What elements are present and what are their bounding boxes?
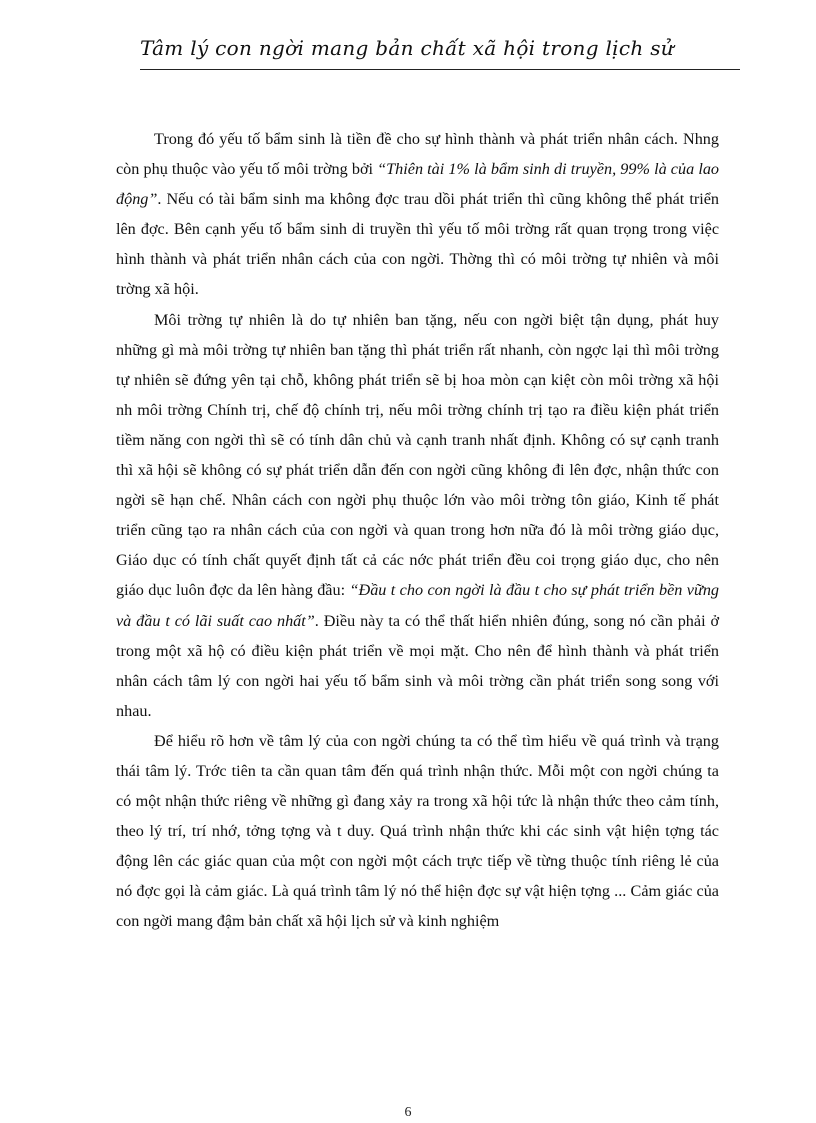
header-title: Tâm lý con ngời mang bản chất xã hội trong lịch sử: [140, 36, 674, 60]
page-number: 6: [404, 1105, 412, 1120]
paragraph-2-text-1: Môi trờng tự nhiên là do tự nhiên ban tặng, nếu con ngời biệt tận dụng, phát huy những gì mà môi trờng tự nhiên ban tặng thì phát triển rất nhanh, còn ngợc lại thì môi trờng tự nhiên sẽ đứng yên tại chỗ, không phát triển sẽ bị hoa mòn cạn kiệt còn môi trờng xã hội nh môi trờng Chính trị, chế độ chính trị, nếu môi trờng chính trị tạo ra điều kiện phát triển tiềm năng con ngời thì sẽ có tính dân chủ và cạnh tranh nhất định. Không có sự cạnh tranh thì xã hội sẽ không có sự phát triển dẫn đến con ngời cũng không đi lên đợc, nhận thức con ngời sẽ hạn chế. Nhân cách con ngời phụ thuộc lớn vào môi trờng tôn giáo, Kinh tế phát triển cũng tạo ra nhân cách của con ngời và quan trong hơn nữa đó là môi trờng giáo dục, Giáo dục có tính chất quyết định tất cả các nớc phát triển đều coi trọng giáo dục, cho nên giáo dục luôn đợc da lên hàng đầu:: [116, 310, 719, 600]
paragraph-2-text-2: . Điều này ta có thể thất hiển nhiên đúng, song nó cần phải ở trong một xã hộ có điều kiện phát triển về mọi mặt. Cho nên để hình thành và phát triển nhân cách tâm lý con ngời hai yếu tố bẩm sinh và môi trờng cần phát triển song song với nhau.: [116, 611, 720, 720]
paragraph-2-quote: “Đầu t cho con ngời là đầu t cho sự phát triển bền vững và đầu t có lãi suất cao nhất”: [116, 581, 720, 630]
paragraph-2: [116, 305, 719, 726]
header-underline: [140, 69, 740, 70]
paragraph-3: [116, 726, 719, 937]
page-header: [140, 36, 740, 72]
paragraph-1-text-2: . Nếu có tài bẩm sinh ma không đợc trau dồi phát triển thì cũng không thể phát triển lên đợc. Bên cạnh yếu tố bẩm sinh di truyền thì yếu tố môi trờng rất quan trọng trong việc hình thành và phát triển nhân cách của con ngời. Thờng thì có môi trờng tự nhiên và môi trờng xã hội.: [116, 190, 719, 299]
paragraph-1-text-1: Trong đó yếu tố bẩm sinh là tiền đề cho sự hình thành và phát triển nhân cách. Nhng còn phụ thuộc vào yếu tố môi trờng bởi: [116, 130, 719, 179]
document-body: [116, 124, 719, 937]
paragraph-3-text-1: Để hiểu rõ hơn về tâm lý của con ngời chúng ta có thể tìm hiểu về quá trình và trạng thái tâm lý. Trớc tiên ta cần quan tâm đến quá trình nhận thức. Mỗi một con ngời chúng ta có một nhận thức riêng về những gì đang xảy ra trong xã hội tức là nhận thức theo cảm tính, theo lý trí, trí nhớ, tởng tợng và t duy. Quá trình nhận thức khi các sinh vật hiện tợng tác động lên các giác quan của một con ngời một cách trực tiếp về từng thuộc tính riêng lẻ của nó đợc gọi là cảm giác. Là quá trình tâm lý nó thể hiện đợc sự vật hiện tợng ... Cảm giác của con ngời mang đậm bản chất xã hội lịch sử và kinh nghiệm: [116, 731, 719, 931]
paragraph-1-quote: “Thiên tài 1% là bẩm sinh di truyền, 99% là của lao động”: [116, 160, 720, 209]
paragraph-1: [116, 124, 719, 305]
